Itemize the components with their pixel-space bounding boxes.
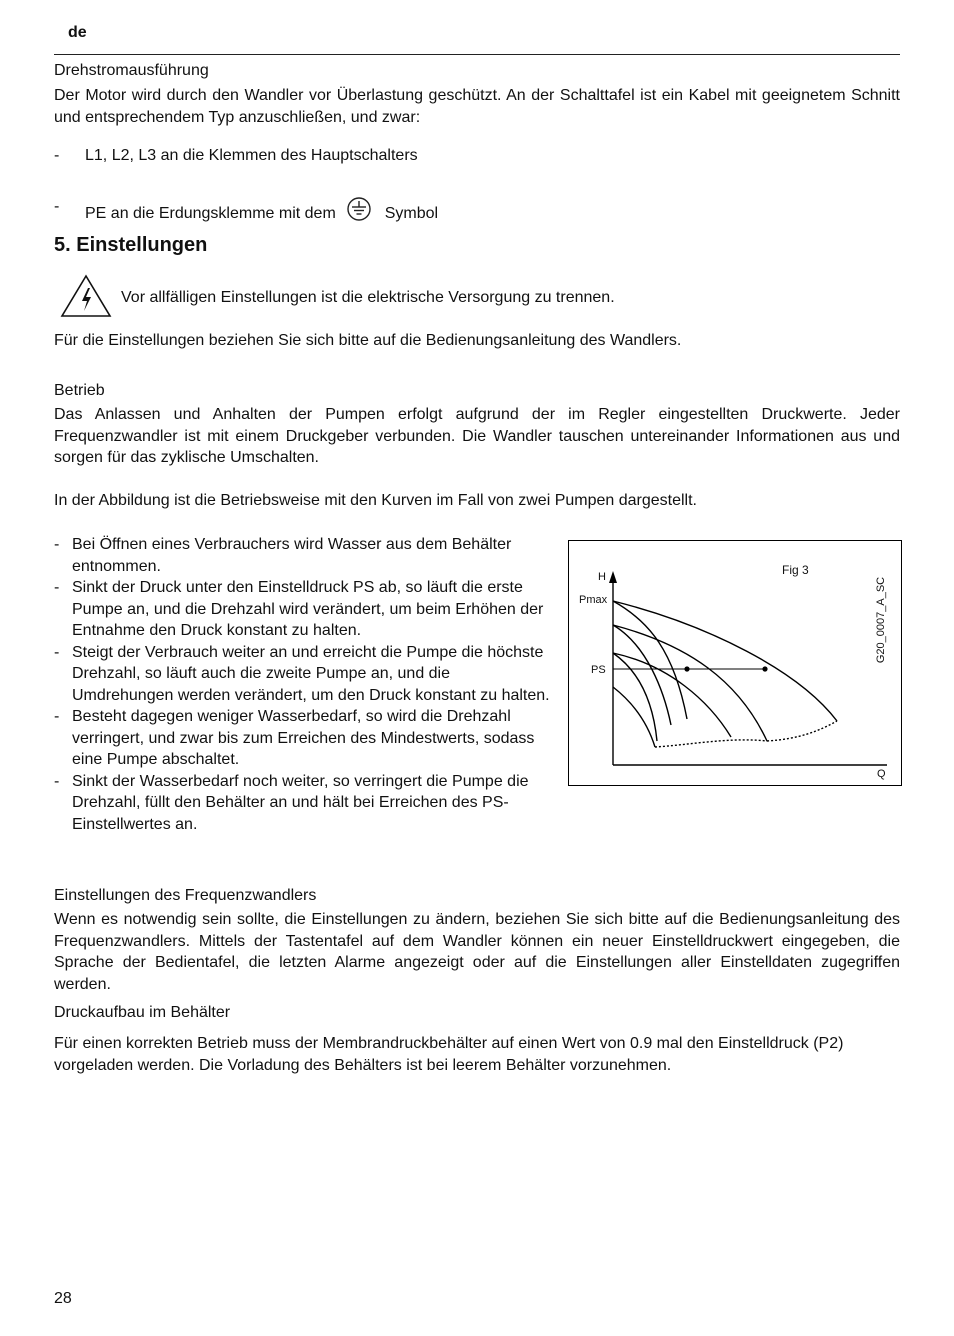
axis-q-label: Q (877, 768, 886, 780)
page-number: 28 (54, 1290, 72, 1307)
symbol-text: Symbol (384, 205, 439, 222)
betrieb-paragraph-2: In der Abbildung ist die Betriebsweise mit den Kurven im Fall von zwei Pumpen dargestellt. (54, 492, 697, 509)
wandler-heading: Einstellungen des Frequenzwandlers (54, 887, 317, 904)
figure-caption: Fig 3 (782, 563, 809, 577)
druck-paragraph: Für einen korrekten Betrieb muss der Membrandruckbehälter auf einen Wert von 0.9 mal den Einstelldruck (P2) vorgeladen werden. Die Vorladung des Behälters ist bei leerem Behälter vorzunehmen. (54, 1035, 844, 1074)
druck-heading: Druckaufbau im Behälter (54, 1004, 231, 1021)
list-item: - Besteht dagegen weniger Wasserbedarf, so wird die Drehzahl verringert, und zwar bis zum Erreichen des Mindestwerts, sodass eine Pumpe abschaltet. (54, 708, 535, 768)
list-dash: - (54, 147, 60, 164)
drehstrom-paragraph: Der Motor wird durch den Wandler vor Überlastung geschützt. An der Schalttafel ist ein Kabel mit geeignetem Schnitt und entsprechendem Typ anzuschließen, und zwar: (54, 87, 900, 126)
ground-icon (344, 196, 374, 224)
list-item (54, 145, 654, 167)
language-code: de (68, 24, 87, 41)
figure-code: G20_0007_A_SC (875, 576, 887, 664)
note-text: Für die Einstellungen beziehen Sie sich bitte auf die Bedienungsanleitung des Wandlers. (54, 332, 682, 349)
ps-label: PS (591, 664, 606, 676)
list-dash: - (54, 198, 60, 215)
betrieb-heading: Betrieb (54, 382, 105, 399)
list-item: - Sinkt der Druck unter den Einstelldruck PS ab, so läuft die erste Pumpe an, und die Drehzahl wird verändert, um beim Erhöhen der Entnahme den Druck konstant zu halten. (54, 579, 544, 639)
pump-curve-figure (568, 540, 902, 786)
warning-text: Vor allfälligen Einstellungen ist die elektrische Versorgung zu trennen. (121, 289, 615, 306)
betrieb-list (54, 534, 550, 835)
drehstrom-heading: Drehstromausführung (54, 62, 209, 79)
betrieb-paragraph: Das Anlassen und Anhalten der Pumpen erfolgt aufgrund der im Regler eingestellten Druckwerte. Jeder Frequenzwandler ist mit einem Druckgeber verbunden. Die Wandler tauschen untereinander Informationen aus und sorgen für das zyklische Umschalten. (54, 406, 900, 466)
list-item: - Steigt der Verbrauch weiter an und erreicht die Pumpe die höchste Drehzahl, so läuft auch die zweite Pumpe an, und die Umdrehungen werden verändert, um den Druck konstant zu halten. (54, 643, 550, 704)
pe-text: PE an die Erdungsklemme mit dem (85, 205, 336, 222)
list-item-text (85, 196, 438, 225)
wandler-paragraph: Wenn es notwendig sein sollte, die Einstellungen zu ändern, beziehen Sie sich bitte auf die Bedienungsanleitung des Frequenzwandlers. Mittels der Tastentafel auf dem Wandler können ein neuer Einstelldruckwert eingegeben, die Sprache der Bedientafel, die letzten Alarme angezeigt oder auf die Einstellungen aller Einstelldaten zugegriffen werden. (54, 911, 900, 993)
section-title: 5. Einstellungen (54, 234, 208, 256)
header-rule (54, 54, 900, 55)
list-item: - Sinkt der Wasserbedarf noch weiter, so verringert die Pumpe die Drehzahl, füllt den Behälter an und hält bei Erreichen des PS-Einstellwertes an. (54, 772, 529, 833)
pump-curve-diagram (569, 541, 901, 785)
list-item-text: L1, L2, L3 an die Klemmen des Hauptschalters (85, 147, 418, 164)
axis-h-label: H (598, 571, 606, 583)
electrical-hazard-icon (60, 274, 112, 318)
pmax-label: Pmax (579, 594, 608, 606)
list-item (54, 196, 654, 222)
list-item: - Bei Öffnen eines Verbrauchers wird Wasser aus dem Behälter entnommen. (54, 536, 512, 575)
